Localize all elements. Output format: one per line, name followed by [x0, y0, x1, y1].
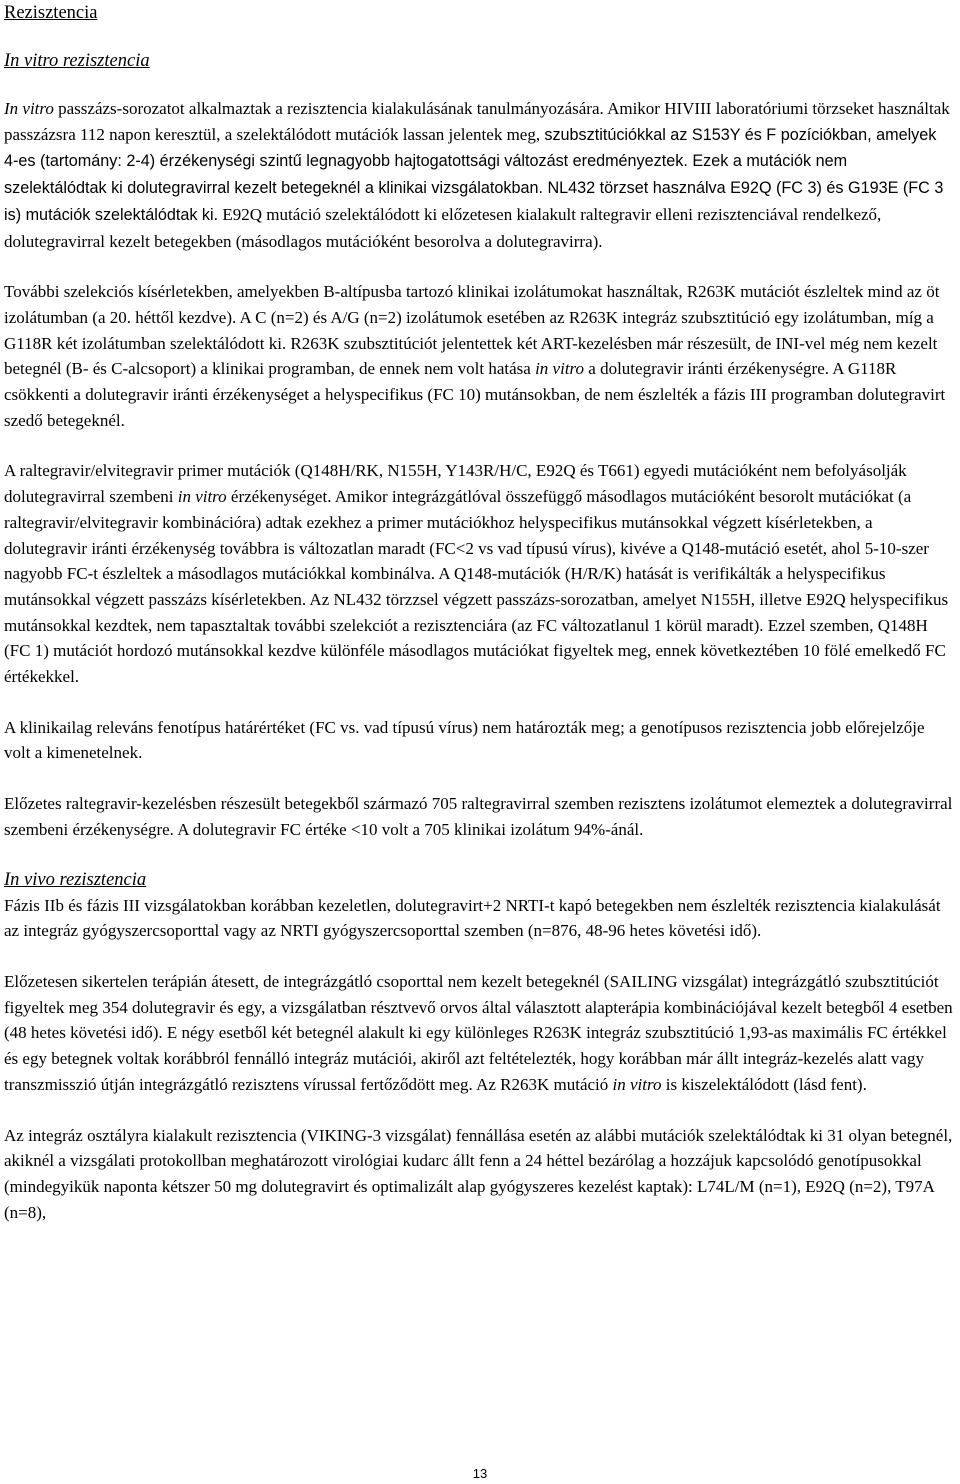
paragraph [4, 96, 954, 254]
italic-text: in vitro [612, 1074, 662, 1094]
paragraph [4, 791, 954, 842]
text-run: érzékenységet. Amikor integrázgátlóval összefüggő másodlagos mutációként besorolt mutációkat (a raltegravir/elvitegravir kombinációra) adtak ezekhez a primer mutációkhoz helyspecifikus mutánsokkal végzett kísérletekben, a dolutegravir iránti érzékenység továbbra is változatlan maradt (FC<2 vs vad típusú vírus), kivéve a Q148-mutáció esetét, ahol 5-10-szer nagyobb FC-t észleltek a másodlagos mutációkkal kombinálva. A Q148-mutációk (H/R/K) hatását is verifikálták a helyspecifikus mutánsokkal végzett passzázs kísérletekben. Az NL432 törzzsel végzett passzázs-sorozatban, amelyet N155H, illetve E92Q helyspecifikus mutánsokkal kezdtek, nem tapasztaltak további szelekciót a rezisztenciára (az FC változatlanul 1 körül maradt). Ezzel szemben, Q148H (FC 1) mutációt hordozó mutánsokkal kezdve különféle másodlagos mutációkat figyeltek meg, ennek következtében 10 fölé emelkedő FC értékekkel. [4, 487, 949, 687]
document-page [4, 0, 954, 1225]
italic-text: In vitro [4, 99, 54, 118]
text-run: További szelekciós kísérletekben, amelyekben B-altípusba tartozó klinikai izolátumokat használtak, R263K mutációt észleltek mind az öt izolátumban (a 20. héttől kezdve). A C (n=2) és A/G (n=2) izolátumok esetében az R263K integráz szubsztitúció egy izolátumban, míg a G118R két izolátumban szelektálódott ki. R263K szubsztitúciót jelentettek két ART-kezelésben már részesült, de INI-vel még nem kezelt betegnél (B- és C-alcsoport) a klinikai programban, de ennek nem volt hatása [4, 282, 940, 379]
paragraph [4, 969, 954, 1098]
subsection-in-vivo-title: In vivo rezisztencia [4, 869, 147, 890]
section-title: Rezisztencia [4, 3, 98, 23]
text-run: Fázis IIb és fázis III vizsgálatokban korábban kezeletlen, dolutegravirt+2 NRTI-t kapó betegekben nem észlelték rezisztencia kialakulását az integráz gyógyszercsoporttal vagy az NRTI gyógyszercsoporttal szemben (n=876, 48-96 hetes követési idő). [4, 895, 941, 941]
text-run: Előzetesen sikertelen terápián átesett, de integrázgátló csoporttal nem kezelt betegeknél (SAILING vizsgálat) integrázgátló szubsztitúciót figyeltek meg 354 dolutegravir és egy, a vizsgálatban résztvevő orvos által választott alapterápia kombinációjával kezelt betegből 4 esetben (48 hetes követési idő). E négy esetből két betegnél alakult ki egy különleges R263K integráz szubsztitúció 1,93-as maximális FC értékkel és egy betegnek voltak korábbról fennálló integráz mutációi, akiről azt feltételezték, hogy korábban már állt integráz-kezelés alatt vagy transzmisszió útján integrázgátló rezisztens vírussal fertőződött meg. Az R263K mutáció [4, 971, 953, 1094]
text-run: szubsztitúciókkal az S153Y és F pozíciókban, amelyek 4-es (tartomány: 2-4) érzékenységi szintű legnagyobb hajtogatottsági változást eredményeztek. Ezek a mutációk nem szelektálódtak ki dolutegravirral kezelt betegeknél a klinikai vizsgálatokban. NL432 törzset használva E92Q (FC 3) és G193E (FC 3 is) mutációk szelektálódtak ki. [4, 125, 944, 224]
italic-text: in vitro [177, 487, 227, 507]
page-number: 13 [472, 1466, 488, 1481]
paragraph [4, 458, 954, 689]
paragraph [4, 893, 954, 944]
italic-text: in vitro [535, 359, 585, 379]
text-run: is kiszelektálódott (lásd fent). [661, 1074, 867, 1094]
paragraph [4, 715, 954, 766]
text-run: A raltegravir/elvitegravir primer mutációk (Q148H/RK, N155H, Y143R/H/C, E92Q és T661) egyedi mutációként nem befolyásolják dolutegravirral szembeni [4, 461, 907, 507]
paragraph [4, 279, 954, 433]
text-run: passzázs-sorozatot alkalmaztak a rezisztencia kialakulásának tanulmányozására. Amikor HIVIII laboratóriumi törzseket használtak passzázsra 112 napon keresztül, a szelektálódott mutációk lassan jelentek meg, [4, 99, 950, 144]
text-run: Az integráz osztályra kialakult rezisztencia (VIKING-3 vizsgálat) fennállása esetén az alábbi mutációk szelektálódtak ki 31 olyan betegnél, akiknél a vizsgálati protokollban meghatározott virológiai kudarc állt fenn a 24 héttel bezárólag a hozzájuk kapcsolódó genotípusokkal (mindegyikük naponta kétszer 50 mg dolutegravirt és optimalizált alap gyógyszeres kezelést kaptak): L74L/M (n=1), E92Q (n=2), T97A (n=8), [4, 1125, 953, 1222]
paragraph [4, 1123, 954, 1226]
text-run: A klinikailag releváns fenotípus határértéket (FC vs. vad típusú vírus) nem határozták meg; a genotípusos rezisztencia jobb előrejelzője volt a kimenetelnek. [4, 717, 925, 763]
text-run: a dolutegravir iránti érzékenységre. A G118R csökkenti a dolutegravir iránti érzékenységet a helyspecifikus (FC 10) mutánsokban, de nem észlelték a fázis III programban dolutegravirt szedő betegeknél. [4, 359, 946, 430]
text-run: E92Q mutáció szelektálódott ki előzetesen kialakult raltegravir elleni rezisztenciával rendelkező, dolutegravirral kezelt betegekben (másodlagos mutációként besorolva a dolutegravirra). [4, 204, 882, 251]
subsection-in-vitro-title: In vitro rezisztencia [4, 51, 150, 71]
text-run: Előzetes raltegravir-kezelésben részesült betegekből származó 705 raltegravirral szemben rezisztens izolátumot elemeztek a dolutegravirral szembeni érzékenységre. A dolutegravir FC értéke <10 volt a 705 klinikai izolátum 94%-ánál. [4, 794, 953, 839]
